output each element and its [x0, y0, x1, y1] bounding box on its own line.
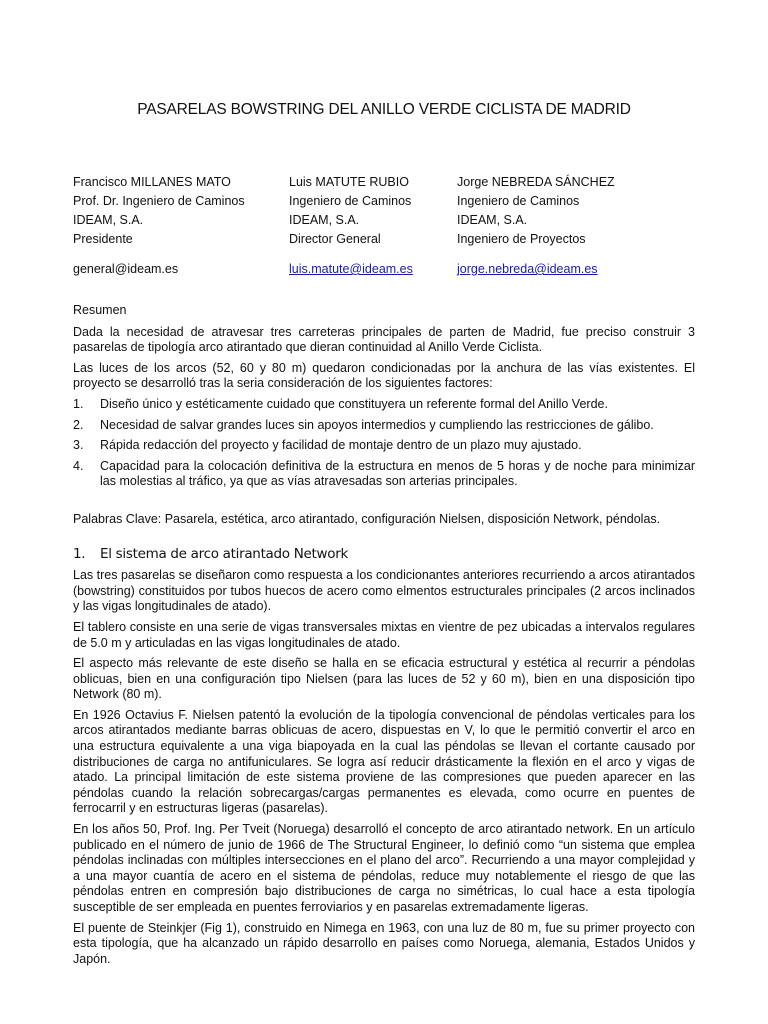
- author-name: Jorge NEBREDA SÁNCHEZ: [457, 175, 615, 189]
- abstract-paragraph: Dada la necesidad de atravesar tres carreteras principales de parten de Madrid, fue preciso construir 3 pasarelas de tipología arco atirantado que dieran continuidad al Anillo Verde Ciclista.: [73, 324, 695, 355]
- list-item-text: Capacidad para la colocación definitiva de la estructura en menos de 5 horas y de noche para minimizar las molestias al tráfico, ya que as vías atravesadas son arterias principales.: [100, 458, 695, 489]
- author-block-2: [289, 173, 413, 279]
- list-item: [73, 459, 695, 490]
- list-item-text: Diseño único y estéticamente cuidado que constituyera un referente formal del Anillo Verde.: [100, 396, 608, 411]
- author-block-3: [457, 173, 615, 279]
- author-email: general@ideam.es: [73, 262, 179, 276]
- author-degree: Prof. Dr. Ingeniero de Caminos: [73, 194, 245, 208]
- author-role: Presidente: [73, 232, 133, 246]
- author-block-1: [73, 173, 245, 279]
- author-role: Ingeniero de Proyectos: [457, 232, 586, 246]
- author-degree: Ingeniero de Caminos: [457, 194, 580, 208]
- list-item-text: Rápida redacción del proyecto y facilidad de montaje dentro de un plazo muy ajustado.: [100, 438, 582, 453]
- list-number: 3.: [73, 438, 84, 453]
- body-paragraph: El tablero consiste en una serie de vigas transversales mixtas en vientre de pez ubicadas a intervalos regulares de 5.0 m y articuladas en las vigas longitudinales de atado.: [73, 619, 695, 650]
- author-name: Francisco MILLANES MATO: [73, 175, 231, 189]
- list-item: [73, 418, 695, 434]
- factors-list: [73, 397, 695, 490]
- author-degree: Ingeniero de Caminos: [289, 194, 412, 208]
- list-number: 2.: [73, 417, 84, 432]
- author-name: Luis MATUTE RUBIO: [289, 175, 409, 189]
- body-paragraph: En 1926 Octavius F. Nielsen patentó la evolución de la tipología convencional de péndolas verticales para los arcos atirantados mediante barras oblicuas de acero, dispuestas en V, lo que le permitió convertir el arco en una estructura equivalente a una viga biapoyada en la cual las péndolas se llevan el cortante causado por distribuciones de carga no antifuniculares. Se logra así reducir drásticamente la flexión en el arco y vigas de atado. La principal limitación de este sistema proviene de las compresiones que pueden aparecer en las péndolas cuando la relación sobrecargas/cargas permanentes es elevada, como ocurre en puentes de ferrocarril y en estructuras ligeras (pasarelas).: [73, 707, 695, 816]
- abstract-paragraph: Las luces de los arcos (52, 60 y 80 m) quedaron condicionadas por la anchura de las vías existentes. El proyecto se desarrolló tras la seria consideración de los siguientes factores:: [73, 360, 695, 391]
- author-email-link[interactable]: luis.matute@ideam.es: [289, 262, 413, 276]
- body-paragraph: En los años 50, Prof. Ing. Per Tveit (Noruega) desarrolló el concepto de arco atirantado network. En un artículo publicado en el número de junio de 1966 de The Structural Engineer, lo definió como “un sistema que emplea péndolas inclinadas con múltiples intersecciones en el plano del arco”. Recurriendo a una mayor complejidad y a una mayor cuantía de acero en el sistema de péndolas, reduce muy notablemente el riesgo de que las péndolas entren en compresión bajo distribuciones de carga no simétricas, lo cual hace a esta tipología susceptible de ser empleada en puentes ferroviarios y en pasarelas extremadamente ligeras.: [73, 822, 695, 914]
- abstract-heading: Resumen: [73, 303, 127, 317]
- list-item-text: Necesidad de salvar grandes luces sin apoyos intermedios y cumpliendo las restricciones de gálibo.: [100, 417, 654, 432]
- author-role: Director General: [289, 232, 381, 246]
- paper-title: PASARELAS BOWSTRING DEL ANILLO VERDE CICLISTA DE MADRID: [137, 101, 631, 118]
- author-company: IDEAM, S.A.: [73, 213, 144, 227]
- list-number: 1.: [73, 396, 84, 411]
- body-paragraph: El puente de Steinkjer (Fig 1), construido en Nimega en 1963, con una luz de 80 m, fue su primer proyecto con esta tipología, que ha alcanzado un rápido desarrollo en países como Noruega, alemania, Estados Unidos y Japón.: [73, 920, 695, 966]
- author-email-link[interactable]: jorge.nebreda@ideam.es: [457, 262, 598, 276]
- list-number: 4.: [73, 458, 84, 473]
- section-heading: [73, 547, 695, 563]
- body-paragraph: El aspecto más relevante de este diseño se halla en se eficacia estructural y estética al recurrir a péndolas oblicuas, bien en una configuración tipo Nielsen (para las luces de 52 y 60 m), bien en una disposición tipo Network (80 m).: [73, 656, 695, 702]
- section-number: 1.: [73, 545, 86, 562]
- author-company: IDEAM, S.A.: [289, 213, 360, 227]
- list-item: [73, 438, 695, 454]
- document-body: [73, 303, 695, 972]
- keywords: Palabras Clave: Pasarela, estética, arco atirantado, configuración Nielsen, disposición Network, péndolas.: [73, 511, 661, 526]
- section-title: El sistema de arco atirantado Network: [100, 545, 349, 562]
- body-paragraph: Las tres pasarelas se diseñaron como respuesta a los condicionantes anteriores recurriendo a arcos atirantados (bowstring) constituidos por tubos huecos de acero como elmentos estructurales principales (2 arcos inclinados y las vigas longitudinales de atado).: [73, 568, 695, 614]
- list-item: [73, 397, 695, 413]
- author-company: IDEAM, S.A.: [457, 213, 528, 227]
